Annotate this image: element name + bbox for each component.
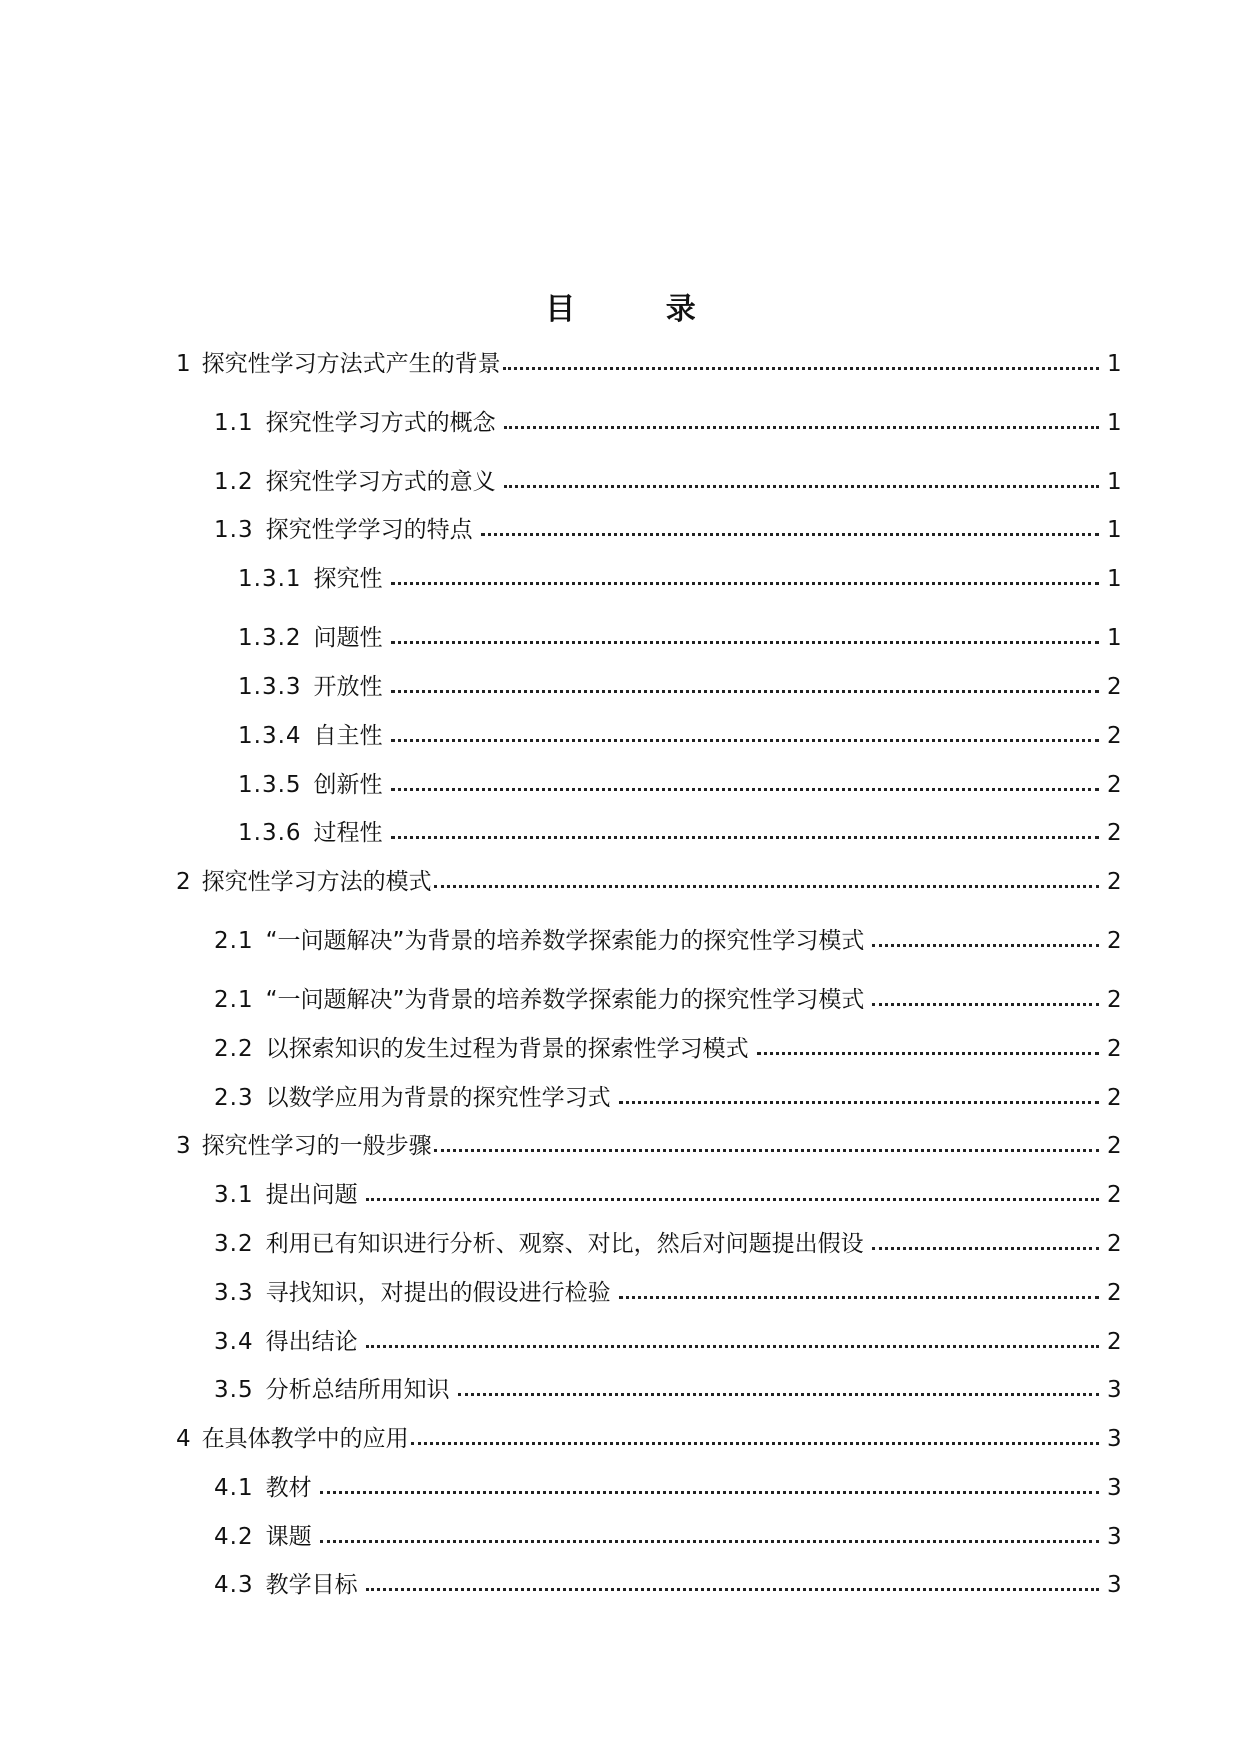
toc-entry-number: 3.1	[214, 1182, 254, 1208]
toc-dot-leader	[504, 426, 1099, 429]
toc-entry-title: 自主性	[313, 723, 383, 749]
toc-entry-title: 探究性学习方式的意义	[265, 469, 496, 495]
toc-entry-title: 创新性	[313, 772, 383, 798]
toc-entry-number: 4.1	[214, 1475, 254, 1501]
toc-entry-page: 2	[1107, 1182, 1122, 1208]
toc-entry-3-4[interactable]	[0, 1323, 1241, 1357]
toc-entry-page: 2	[1107, 1329, 1122, 1355]
toc-entry-number: 1.3.6	[238, 820, 302, 846]
toc-entry-title: 探究性学习方法式产生的背景	[201, 351, 501, 377]
toc-entry-3-1[interactable]	[0, 1176, 1241, 1210]
toc-entry-1-3-5[interactable]	[0, 766, 1241, 800]
toc-dot-leader	[320, 1491, 1099, 1494]
toc-entry-title: “一问题解决”为背景的培养数学探索能力的探究性学习模式	[265, 987, 865, 1013]
toc-entry-number: 1.1	[214, 410, 254, 436]
toc-entry-2-3[interactable]	[0, 1079, 1241, 1113]
toc-entry-3-5[interactable]	[0, 1371, 1241, 1405]
toc-entry-2-2[interactable]	[0, 1030, 1241, 1064]
toc-entry-number: 1.3.3	[238, 674, 302, 700]
toc-entry-title: 利用已有知识进行分析、观察、对比，然后对问题提出假设	[265, 1231, 864, 1257]
toc-entry-number: 1.3.2	[238, 625, 302, 651]
toc-entry-3[interactable]	[0, 1127, 1241, 1161]
toc-entry-page: 2	[1107, 723, 1122, 749]
toc-entry-number: 4.2	[214, 1524, 254, 1550]
toc-entry-page: 1	[1107, 410, 1122, 436]
toc-dot-leader	[366, 1588, 1099, 1591]
toc-dot-leader	[391, 739, 1099, 742]
toc-entry-number: 1.2	[214, 469, 254, 495]
toc-dot-leader	[391, 641, 1099, 644]
toc-entry-1-2[interactable]	[0, 463, 1241, 497]
toc-entry-title: 探究性	[313, 566, 383, 592]
toc-entry-number: 1.3	[214, 517, 254, 543]
toc-entry-title: 以探索知识的发生过程为背景的探索性学习模式	[265, 1036, 749, 1062]
toc-entry-number: 2.1	[214, 928, 254, 954]
toc-entry-page: 2	[1107, 1231, 1122, 1257]
toc-entry-page: 1	[1107, 625, 1122, 651]
toc-entry-page: 2	[1107, 1133, 1122, 1159]
toc-entry-title: 探究性学习的一般步骤	[201, 1133, 432, 1159]
toc-entry-number: 3.5	[214, 1377, 254, 1403]
toc-entry-page: 2	[1107, 674, 1122, 700]
toc-entry-page: 2	[1107, 928, 1122, 954]
toc-entry-4-3[interactable]	[0, 1566, 1241, 1600]
toc-entry-page: 2	[1107, 1036, 1122, 1062]
toc-entry-title: 问题性	[313, 625, 383, 651]
toc-dot-leader	[434, 885, 1099, 888]
toc-entry-title: 探究性学习方式的概念	[265, 410, 496, 436]
toc-entry-title: 过程性	[313, 820, 383, 846]
toc-entry-4-1[interactable]	[0, 1469, 1241, 1503]
toc-entry-number: 4.3	[214, 1572, 254, 1598]
toc-dot-leader	[504, 485, 1099, 488]
toc-entry-1-3-1[interactable]	[0, 560, 1241, 594]
toc-entry-page: 2	[1107, 1280, 1122, 1306]
toc-entry-page: 3	[1107, 1475, 1122, 1501]
toc-entry-4-2[interactable]	[0, 1518, 1241, 1552]
toc-dot-leader	[872, 1247, 1099, 1250]
toc-dot-leader	[619, 1296, 1099, 1299]
toc-entry-title: “一问题解决”为背景的培养数学探索能力的探究性学习模式	[265, 928, 865, 954]
toc-entry-title: 得出结论	[265, 1329, 358, 1355]
toc-entry-page: 1	[1107, 469, 1122, 495]
toc-entry-title: 分析总结所用知识	[265, 1377, 450, 1403]
toc-entry-page: 2	[1107, 820, 1122, 846]
toc-entry-page: 3	[1107, 1524, 1122, 1550]
toc-dot-leader	[391, 582, 1099, 585]
toc-entry-title: 提出问题	[265, 1182, 358, 1208]
toc-dot-leader	[411, 1442, 1099, 1445]
toc-entry-page: 1	[1107, 566, 1122, 592]
toc-entry-title: 教材	[265, 1475, 312, 1501]
toc-dot-leader	[481, 533, 1099, 536]
toc-entry-1-3-3[interactable]	[0, 668, 1241, 702]
toc-entry-title: 以数学应用为背景的探究性学习式	[265, 1085, 611, 1111]
toc-entry-number: 1	[176, 351, 192, 377]
toc-entry-page: 2	[1107, 987, 1122, 1013]
toc-entry-1[interactable]	[0, 345, 1241, 379]
toc-entry-page: 2	[1107, 1085, 1122, 1111]
toc-entry-2-1[interactable]	[0, 922, 1241, 956]
toc-entry-number: 2	[176, 869, 192, 895]
toc-entry-number: 3.2	[214, 1231, 254, 1257]
toc-entry-2-1-repeat[interactable]	[0, 981, 1241, 1015]
toc-entry-1-3-2[interactable]	[0, 619, 1241, 653]
toc-entry-1-3[interactable]	[0, 511, 1241, 545]
toc-title: 目 录	[545, 292, 736, 327]
toc-dot-leader	[458, 1393, 1099, 1396]
toc-entry-page: 2	[1107, 869, 1122, 895]
toc-entry-page: 2	[1107, 772, 1122, 798]
toc-entry-page: 3	[1107, 1572, 1122, 1598]
toc-dot-leader	[757, 1052, 1099, 1055]
toc-dot-leader	[434, 1149, 1099, 1152]
toc-entry-number: 3.4	[214, 1329, 254, 1355]
toc-entry-3-3[interactable]	[0, 1274, 1241, 1308]
toc-entry-page: 3	[1107, 1377, 1122, 1403]
toc-entry-title: 教学目标	[265, 1572, 358, 1598]
toc-entry-number: 2.3	[214, 1085, 254, 1111]
toc-entry-1-1[interactable]	[0, 404, 1241, 438]
toc-dot-leader	[391, 788, 1099, 791]
toc-entry-number: 1.3.1	[238, 566, 302, 592]
toc-entry-number: 2.2	[214, 1036, 254, 1062]
toc-entry-2[interactable]	[0, 863, 1241, 897]
toc-dot-leader	[366, 1198, 1099, 1201]
toc-entry-title: 在具体教学中的应用	[201, 1426, 409, 1452]
toc-dot-leader	[503, 367, 1099, 370]
toc-entry-number: 3.3	[214, 1280, 254, 1306]
toc-dot-leader	[366, 1345, 1099, 1348]
toc-entry-3-2[interactable]	[0, 1225, 1241, 1259]
toc-entry-number: 4	[176, 1426, 192, 1452]
toc-dot-leader	[872, 1003, 1099, 1006]
toc-entry-title: 探究性学学习的特点	[265, 517, 473, 543]
toc-dot-leader	[391, 690, 1099, 693]
toc-entry-title: 寻找知识，对提出的假设进行检验	[265, 1280, 611, 1306]
toc-entry-title: 探究性学习方法的模式	[201, 869, 432, 895]
toc-dot-leader	[619, 1101, 1099, 1104]
toc-entry-page: 1	[1107, 517, 1122, 543]
toc-entry-number: 2.1	[214, 987, 254, 1013]
toc-entry-number: 3	[176, 1133, 192, 1159]
toc-entry-page: 3	[1107, 1426, 1122, 1452]
toc-entry-1-3-6[interactable]	[0, 814, 1241, 848]
toc-entry-title: 开放性	[313, 674, 383, 700]
toc-entry-number: 1.3.4	[238, 723, 302, 749]
toc-dot-leader	[391, 836, 1099, 839]
toc-dot-leader	[872, 944, 1099, 947]
toc-entry-number: 1.3.5	[238, 772, 302, 798]
toc-entry-4[interactable]	[0, 1420, 1241, 1454]
toc-dot-leader	[320, 1540, 1099, 1543]
toc-entry-1-3-4[interactable]	[0, 717, 1241, 751]
toc-entry-title: 课题	[265, 1524, 312, 1550]
toc-entry-page: 1	[1107, 351, 1122, 377]
